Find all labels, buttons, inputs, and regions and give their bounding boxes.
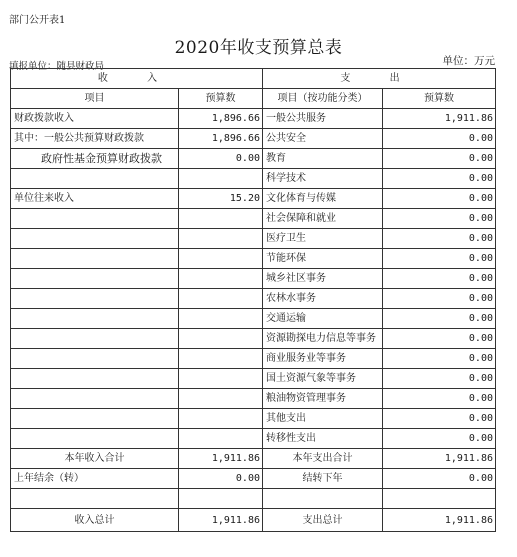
income-budget-cell — [179, 309, 263, 329]
expense-item-cell: 医疗卫生 — [263, 229, 383, 249]
summary-expense-value: 1,911.86 — [383, 509, 496, 532]
income-budget-cell: 1,896.66 — [179, 129, 263, 149]
expense-budget-cell: 0.00 — [383, 389, 496, 409]
expense-budget-cell: 0.00 — [383, 189, 496, 209]
expense-budget-cell: 0.00 — [383, 349, 496, 369]
expense-section-header: 支 出 — [263, 69, 496, 89]
col-header-expense-budget: 预算数 — [383, 89, 496, 109]
expense-budget-cell: 0.00 — [383, 289, 496, 309]
expense-item-cell: 公共安全 — [263, 129, 383, 149]
income-budget-cell — [179, 409, 263, 429]
income-budget-cell — [179, 269, 263, 289]
income-budget-cell: 0.00 — [179, 149, 263, 169]
income-item-cell — [11, 269, 179, 289]
income-item-cell — [11, 249, 179, 269]
table-row — [11, 209, 496, 229]
summary-income-label: 上年结余（转） — [11, 469, 179, 489]
summary-expense-value — [383, 489, 496, 509]
summary-expense-label: 结转下年 — [263, 469, 383, 489]
income-item-cell: 单位往来收入 — [11, 189, 179, 209]
expense-budget-cell: 0.00 — [383, 169, 496, 189]
grand-total-row — [11, 509, 496, 532]
income-budget-cell — [179, 389, 263, 409]
income-budget-cell — [179, 369, 263, 389]
income-item-cell — [11, 409, 179, 429]
income-budget-cell — [179, 329, 263, 349]
income-budget-cell — [179, 249, 263, 269]
expense-budget-cell: 0.00 — [383, 249, 496, 269]
income-item-cell — [11, 309, 179, 329]
expense-budget-cell: 0.00 — [383, 409, 496, 429]
table-row — [11, 389, 496, 409]
table-row — [11, 409, 496, 429]
table-row — [11, 429, 496, 449]
income-item-cell — [11, 349, 179, 369]
table-row — [11, 269, 496, 289]
income-item-cell — [11, 329, 179, 349]
summary-expense-label — [263, 489, 383, 509]
expense-item-cell: 教育 — [263, 149, 383, 169]
expense-item-cell: 商业服务业等事务 — [263, 349, 383, 369]
section-header-row — [11, 69, 496, 89]
expense-budget-cell: 0.00 — [383, 209, 496, 229]
summary-expense-label: 支出总计 — [263, 509, 383, 532]
expense-budget-cell: 0.00 — [383, 429, 496, 449]
table-row — [11, 309, 496, 329]
table-row — [11, 129, 496, 149]
expense-budget-cell: 0.00 — [383, 329, 496, 349]
table-row — [11, 349, 496, 369]
page-title: 2020年收支预算总表 — [174, 38, 343, 58]
income-item-cell — [11, 209, 179, 229]
table-row — [11, 249, 496, 269]
expense-item-cell: 文化体育与传媒 — [263, 189, 383, 209]
table-row — [11, 229, 496, 249]
summary-income-label — [11, 489, 179, 509]
expense-item-cell: 城乡社区事务 — [263, 269, 383, 289]
income-item-cell — [11, 289, 179, 309]
col-header-budget: 预算数 — [179, 89, 263, 109]
table-row — [11, 369, 496, 389]
summary-expense-value: 0.00 — [383, 469, 496, 489]
expense-budget-cell: 0.00 — [383, 269, 496, 289]
table-row — [11, 289, 496, 309]
summary-income-value: 1,911.86 — [179, 509, 263, 532]
col-header-item: 项目 — [11, 89, 179, 109]
income-budget-cell — [179, 209, 263, 229]
table-row — [11, 329, 496, 349]
blank-row — [11, 489, 496, 509]
expense-item-cell: 科学技术 — [263, 169, 383, 189]
carry-over-row — [11, 469, 496, 489]
income-item-cell — [11, 369, 179, 389]
summary-income-value: 0.00 — [179, 469, 263, 489]
income-budget-cell: 15.20 — [179, 189, 263, 209]
income-budget-cell — [179, 229, 263, 249]
expense-budget-cell: 0.00 — [383, 129, 496, 149]
expense-budget-cell: 0.00 — [383, 369, 496, 389]
expense-budget-cell: 1,911.86 — [383, 109, 496, 129]
expense-item-cell: 其他支出 — [263, 409, 383, 429]
total-income-row — [11, 449, 496, 469]
summary-income-value: 1,911.86 — [179, 449, 263, 469]
table-row — [11, 149, 496, 169]
income-item-cell: 其中：一般公共预算财政拨款 — [11, 129, 179, 149]
currency-unit-label: 单位：万元 — [442, 55, 495, 67]
income-item-cell — [11, 389, 179, 409]
col-header-expense-item: 项目（按功能分类） — [263, 89, 383, 109]
expense-item-cell: 交通运输 — [263, 309, 383, 329]
summary-income-label: 本年收入合计 — [11, 449, 179, 469]
expense-item-cell: 一般公共服务 — [263, 109, 383, 129]
table-row — [11, 109, 496, 129]
income-section-header: 收 入 — [11, 69, 263, 89]
income-item-cell: 财政拨款收入 — [11, 109, 179, 129]
income-budget-cell — [179, 169, 263, 189]
expense-item-cell: 社会保障和就业 — [263, 209, 383, 229]
table-row — [11, 169, 496, 189]
income-budget-cell — [179, 349, 263, 369]
income-item-cell — [11, 229, 179, 249]
income-item-cell — [11, 169, 179, 189]
expense-item-cell: 资源勘探电力信息等事务 — [263, 329, 383, 349]
table-number-label: 部门公开表1 — [9, 15, 66, 26]
income-item-cell: 政府性基金预算财政拨款 — [11, 149, 179, 169]
expense-item-cell: 农林水事务 — [263, 289, 383, 309]
filing-unit-label: 填报单位：随县财政局 — [9, 61, 105, 72]
summary-expense-label: 本年支出合计 — [263, 449, 383, 469]
summary-income-value — [179, 489, 263, 509]
summary-income-label: 收入总计 — [11, 509, 179, 532]
income-budget-cell: 1,896.66 — [179, 109, 263, 129]
expense-item-cell: 转移性支出 — [263, 429, 383, 449]
budget-summary-table — [10, 68, 496, 532]
summary-expense-value: 1,911.86 — [383, 449, 496, 469]
expense-budget-cell: 0.00 — [383, 309, 496, 329]
expense-item-cell: 节能环保 — [263, 249, 383, 269]
expense-item-cell: 国土资源气象等事务 — [263, 369, 383, 389]
table-row — [11, 189, 496, 209]
income-budget-cell — [179, 289, 263, 309]
expense-budget-cell: 0.00 — [383, 149, 496, 169]
income-item-cell — [11, 429, 179, 449]
income-budget-cell — [179, 429, 263, 449]
expense-budget-cell: 0.00 — [383, 229, 496, 249]
expense-item-cell: 粮油物资管理事务 — [263, 389, 383, 409]
column-header-row — [11, 89, 496, 109]
